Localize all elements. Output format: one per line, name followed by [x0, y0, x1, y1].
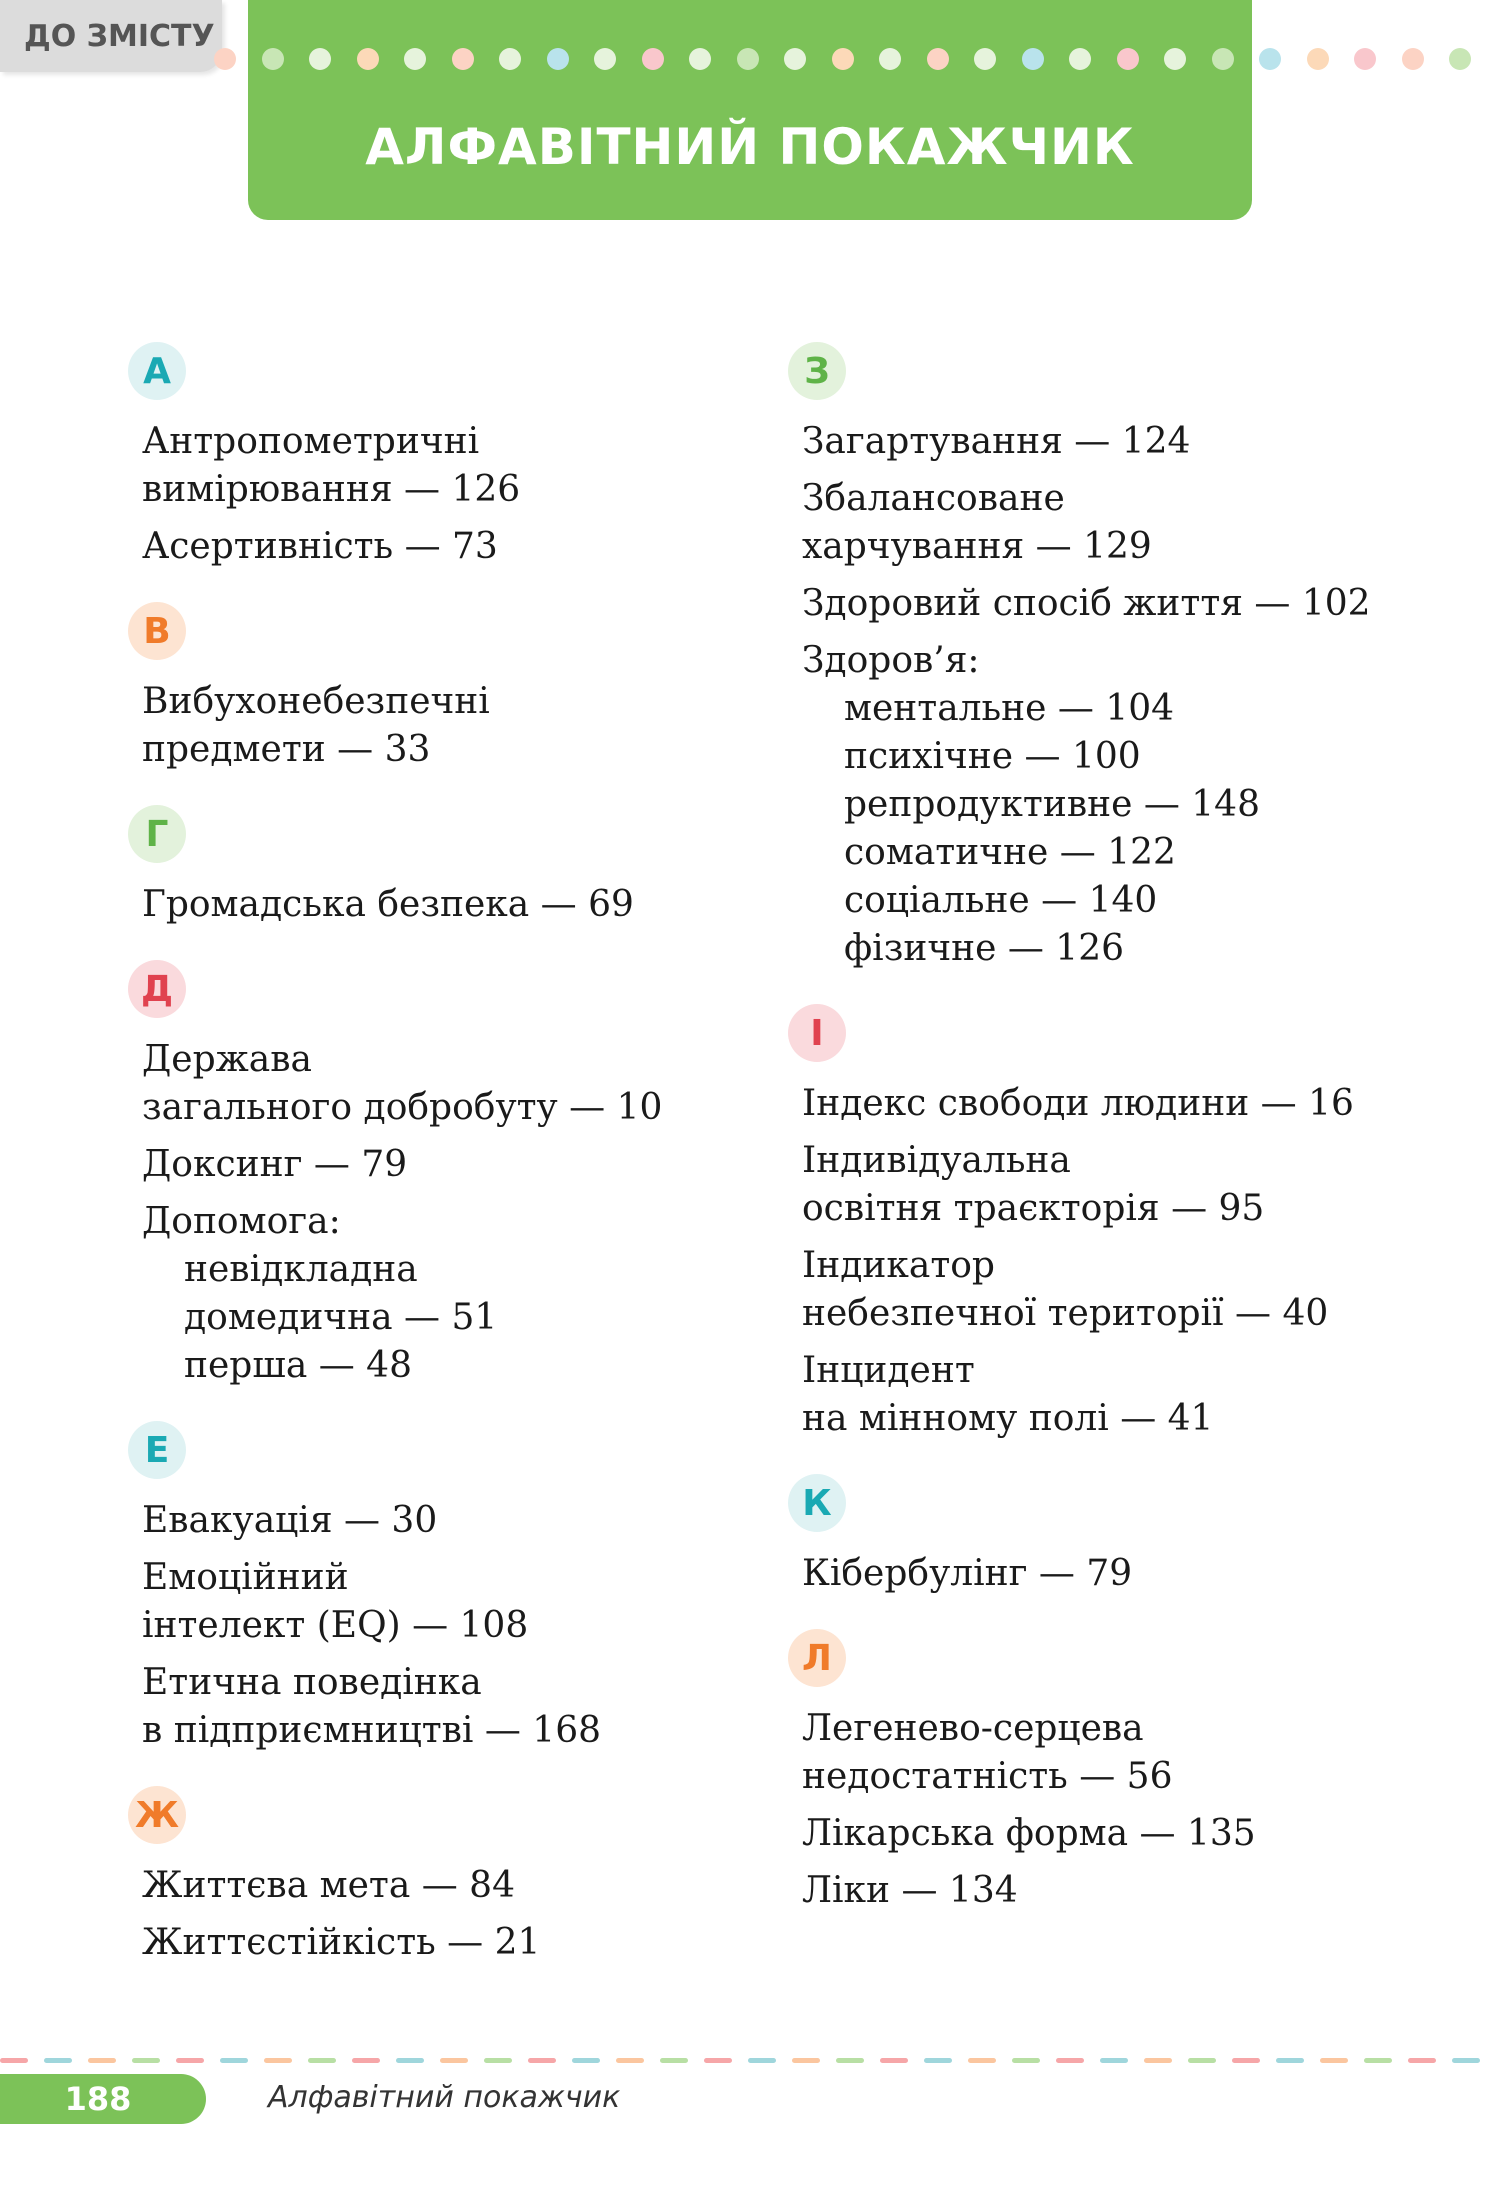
section-gap [128, 1399, 748, 1421]
decor-dash [572, 2058, 600, 2063]
entry-line: Евакуація — 30 [142, 1500, 438, 1541]
index-entry[interactable] [142, 1919, 748, 1967]
section-gap [788, 1452, 1408, 1474]
decor-dash [748, 2058, 776, 2063]
index-entry[interactable] [802, 1810, 1408, 1858]
entry-subitem: невідкладна [184, 1249, 418, 1290]
decor-dash [836, 2058, 864, 2063]
decor-dot [737, 48, 759, 70]
decor-dash [1364, 2058, 1392, 2063]
entry-line: Держава [142, 1039, 312, 1080]
decor-dot [452, 48, 474, 70]
index-section [128, 805, 748, 960]
letter-badge: Г [128, 805, 186, 863]
entry-line: Здоровий спосіб життя — 102 [802, 583, 1371, 624]
entry-line: небезпечної території — 40 [802, 1293, 1329, 1334]
decor-dash [44, 2058, 72, 2063]
index-entry[interactable] [142, 523, 748, 571]
decor-dash [1408, 2058, 1436, 2063]
header-dots-inner [248, 48, 1252, 72]
index-entry[interactable] [802, 580, 1408, 628]
entry-line: Етична поведінка [142, 1662, 482, 1703]
decor-dot [974, 48, 996, 70]
entry-line: Кібербулінг — 79 [802, 1553, 1133, 1594]
entry-line: Антропометричні [142, 421, 480, 462]
index-entry[interactable] [802, 1867, 1408, 1915]
decor-dash [616, 2058, 644, 2063]
entry-line: Вибухонебезпечні [142, 681, 490, 722]
entry-line: Громадська безпека — 69 [142, 884, 634, 925]
entry-subitem: соціальне — 140 [844, 880, 1158, 921]
entry-line: Загартування — 124 [802, 421, 1191, 462]
section-gap [788, 1924, 1408, 1946]
decor-dash [88, 2058, 116, 2063]
section-gap [128, 938, 748, 960]
entry-line: Індикатор [802, 1245, 995, 1286]
index-section [788, 1004, 1408, 1474]
index-section [128, 1786, 748, 1998]
decor-dot [1354, 48, 1376, 70]
decor-dot [214, 48, 236, 70]
section-gap [788, 1607, 1408, 1629]
decor-dash [968, 2058, 996, 2063]
index-entry[interactable] [802, 1550, 1408, 1598]
index-entry[interactable] [802, 418, 1408, 466]
decor-dot [1022, 48, 1044, 70]
header-banner [248, 0, 1252, 220]
decor-dash [1056, 2058, 1084, 2063]
decor-dot [1449, 48, 1471, 70]
letter-badge: К [788, 1474, 846, 1532]
index-section [128, 1421, 748, 1786]
decor-dash [528, 2058, 556, 2063]
letter-badge: Д [128, 960, 186, 1018]
decor-dot [547, 48, 569, 70]
entry-subitem: ментальне — 104 [844, 688, 1175, 729]
decor-dot [404, 48, 426, 70]
section-gap [788, 982, 1408, 1004]
page-number: 188 [0, 2074, 206, 2124]
decor-dash [1232, 2058, 1260, 2063]
index-entry[interactable] [142, 1862, 748, 1910]
entry-line: Асертивність — 73 [142, 526, 498, 567]
letter-badge: Ж [128, 1786, 186, 1844]
index-entry[interactable] [142, 1036, 748, 1132]
index-entry[interactable] [802, 1242, 1408, 1338]
decor-dash [176, 2058, 204, 2063]
entry-line: харчування — 129 [802, 526, 1152, 567]
decor-dot [1117, 48, 1139, 70]
index-entry[interactable] [142, 1141, 748, 1189]
index-section [128, 960, 748, 1421]
decor-dash [660, 2058, 688, 2063]
entry-line: інтелект (EQ) — 108 [142, 1605, 529, 1646]
section-gap [128, 580, 748, 602]
decor-dot [309, 48, 331, 70]
letter-badge: З [788, 342, 846, 400]
index-entry[interactable] [802, 1137, 1408, 1233]
index-entry[interactable] [802, 637, 1408, 973]
entry-line: вимірювання — 126 [142, 469, 521, 510]
index-section [128, 602, 748, 805]
index-entry[interactable] [142, 1554, 748, 1650]
decor-dash [308, 2058, 336, 2063]
decor-dot [784, 48, 806, 70]
decor-dash [1100, 2058, 1128, 2063]
index-entry[interactable] [142, 1497, 748, 1545]
entry-line: Емоційний [142, 1557, 349, 1598]
entry-line: предмети — 33 [142, 729, 431, 770]
index-section [788, 1474, 1408, 1629]
index-entry[interactable] [142, 678, 748, 774]
decor-dot [832, 48, 854, 70]
index-entry[interactable] [142, 1659, 748, 1755]
decor-dash [1012, 2058, 1040, 2063]
entry-line: загального добробуту — 10 [142, 1087, 663, 1128]
decor-dot [262, 48, 284, 70]
entry-line: Доксинг — 79 [142, 1144, 408, 1185]
index-column-left [128, 342, 748, 1998]
toc-back-label: ДО ЗМІСТУ [24, 18, 215, 54]
entry-subitem: соматичне — 122 [844, 832, 1176, 873]
index-column-right [788, 342, 1408, 1946]
letter-badge: І [788, 1004, 846, 1062]
decor-dot [1164, 48, 1186, 70]
entry-subitem: перша — 48 [184, 1345, 412, 1386]
decor-dash [132, 2058, 160, 2063]
decor-dash [792, 2058, 820, 2063]
entry-line: недостатність — 56 [802, 1756, 1173, 1797]
entry-subitem: домедична — 51 [184, 1297, 498, 1338]
decor-dot [689, 48, 711, 70]
decor-dash [1320, 2058, 1348, 2063]
index-section [788, 342, 1408, 1004]
index-entry[interactable] [142, 881, 748, 929]
index-entry[interactable] [142, 1198, 748, 1390]
decor-dash [352, 2058, 380, 2063]
entry-line: Інцидент [802, 1350, 975, 1391]
entry-line: в підприємництві — 168 [142, 1710, 602, 1751]
decor-dash [924, 2058, 952, 2063]
decor-dot [1069, 48, 1091, 70]
entry-line: Допомога: [142, 1201, 341, 1242]
index-entry[interactable] [802, 475, 1408, 571]
section-gap [128, 783, 748, 805]
entry-line: Індекс свободи людини — 16 [802, 1083, 1354, 1124]
decor-dot [357, 48, 379, 70]
decor-dash [0, 2058, 28, 2063]
decor-dash [484, 2058, 512, 2063]
entry-line: Лікарська форма — 135 [802, 1813, 1256, 1854]
decor-dash [1452, 2058, 1480, 2063]
decor-dot [879, 48, 901, 70]
index-entry[interactable] [802, 1347, 1408, 1443]
decor-dot [927, 48, 949, 70]
index-entry[interactable] [802, 1080, 1408, 1128]
index-entry[interactable] [802, 1705, 1408, 1801]
decor-dash [1188, 2058, 1216, 2063]
decor-dash [704, 2058, 732, 2063]
decor-dot [499, 48, 521, 70]
entry-line: Індивідуальна [802, 1140, 1071, 1181]
entry-line: Легенево-серцева [802, 1708, 1144, 1749]
letter-badge: В [128, 602, 186, 660]
decor-dash [880, 2058, 908, 2063]
entry-line: Життєва мета — 84 [142, 1865, 515, 1906]
index-entry[interactable] [142, 418, 748, 514]
decor-dash [396, 2058, 424, 2063]
entry-subitem: репродуктивне — 148 [844, 784, 1260, 825]
decor-dash [220, 2058, 248, 2063]
decor-dot [1307, 48, 1329, 70]
section-gap [128, 1976, 748, 1998]
decor-dot [594, 48, 616, 70]
decor-dash [264, 2058, 292, 2063]
letter-badge: Л [788, 1629, 846, 1687]
entry-line: Життєстійкість — 21 [142, 1922, 541, 1963]
entry-line: освітня траєкторія — 95 [802, 1188, 1265, 1229]
index-section [128, 342, 748, 602]
footer-dashes [0, 2058, 1500, 2064]
page-title: АЛФАВІТНИЙ ПОКАЖЧИК [365, 118, 1135, 176]
decor-dash [440, 2058, 468, 2063]
decor-dot [642, 48, 664, 70]
entry-subitem: фізичне — 126 [844, 928, 1125, 969]
entry-line: Ліки — 134 [802, 1870, 1018, 1911]
letter-badge: А [128, 342, 186, 400]
index-section [788, 1629, 1408, 1946]
entry-line: Збалансоване [802, 478, 1065, 519]
decor-dot [1402, 48, 1424, 70]
decor-dash [1144, 2058, 1172, 2063]
footer-section-label: Алфавітний покажчик [268, 2080, 621, 2115]
decor-dot [1259, 48, 1281, 70]
decor-dot [1212, 48, 1234, 70]
entry-line: Здоров’я: [802, 640, 980, 681]
section-gap [128, 1764, 748, 1786]
letter-badge: Е [128, 1421, 186, 1479]
decor-dash [1276, 2058, 1304, 2063]
entry-subitem: психічне — 100 [844, 736, 1141, 777]
entry-line: на мінному полі — 41 [802, 1398, 1214, 1439]
